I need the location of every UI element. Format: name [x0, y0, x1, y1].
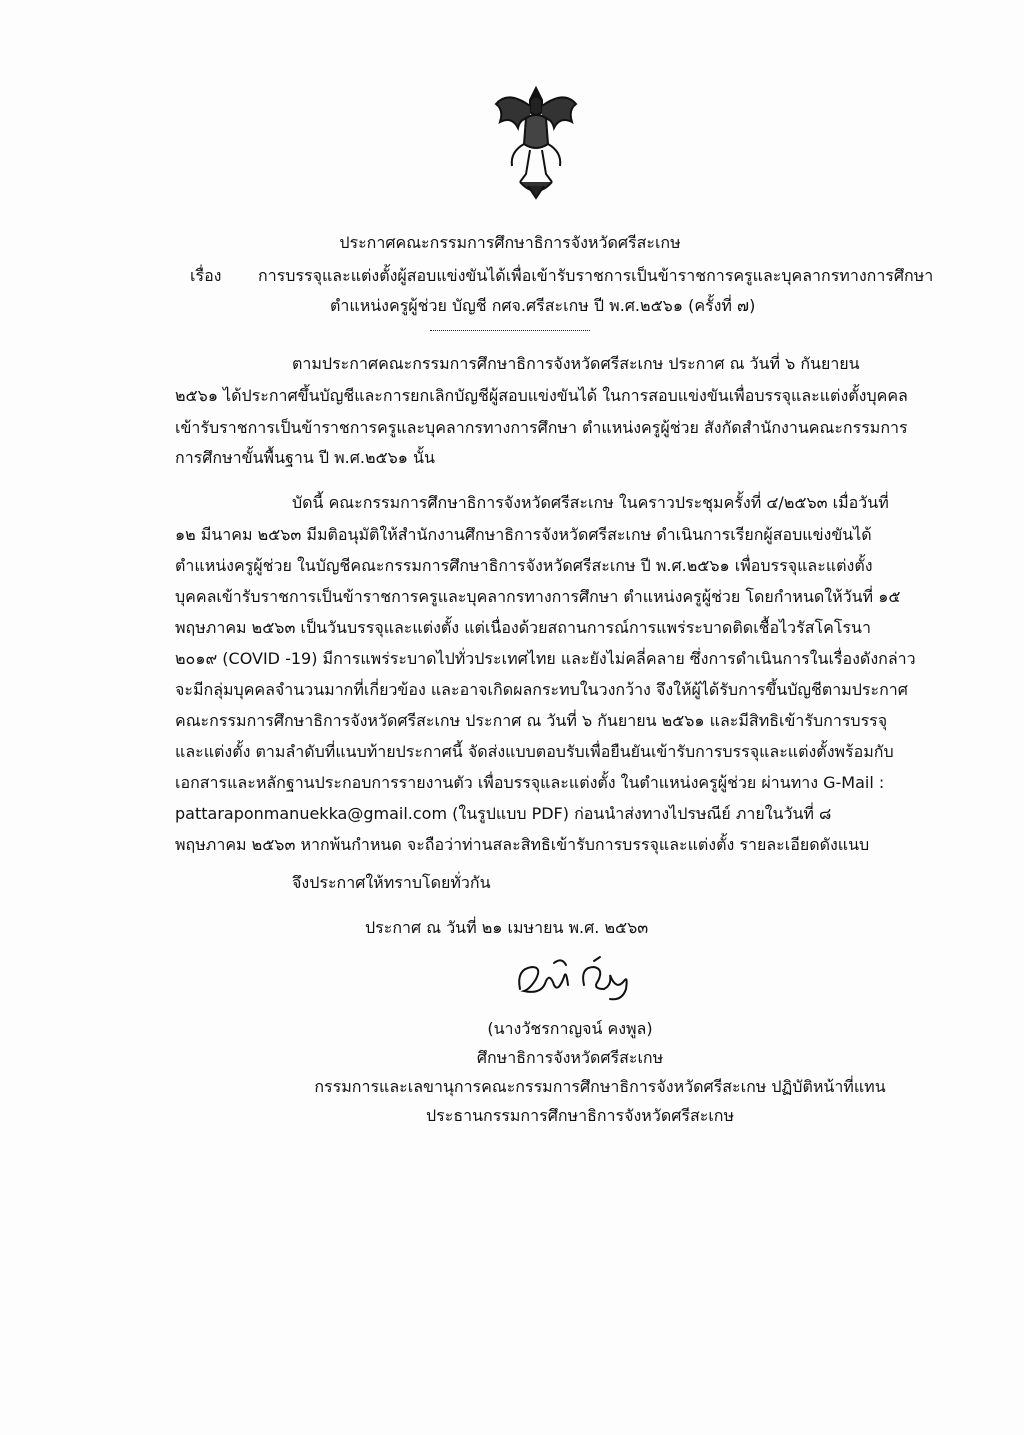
signatory-position: ศึกษาธิการจังหวัดศรีสะเกษ — [476, 1048, 664, 1067]
handwritten-signature — [512, 955, 642, 1003]
garuda-emblem-icon — [490, 82, 582, 202]
subject-line-2: ตำแหน่งครูผู้ช่วย บัญชี กศจ.ศรีสะเกษ ปี พ.ศ.๒๕๖๑ (ครั้งที่ ๗) — [330, 296, 756, 315]
announcement-date: ประกาศ ณ วันที่ ๒๑ เมษายน พ.ศ. ๒๕๖๓ — [365, 918, 649, 937]
paragraph-line: เข้ารับราชการเป็นข้าราชการครูและบุคลากรทางการศึกษา ตำแหน่งครูผู้ช่วย สังกัดสำนักงานคณะกรรมการ — [175, 418, 908, 437]
paragraph-line: ๒๐๑๙ (COVID -19) มีการแพร่ระบาดไปทั่วประเทศไทย และยังไม่คลี่คลาย ซึ่งการดำเนินการในเรื่องดังกล่าว — [175, 649, 916, 668]
subject-line-1: การบรรจุและแต่งตั้งผู้สอบแข่งขันได้เพื่อเข้ารับราชการเป็นข้าราชการครูและบุคลากรทางการศึกษา — [258, 266, 934, 285]
paragraph-line: บุคคลเข้ารับราชการเป็นข้าราชการครูและบุคลากรทางการศึกษา ตำแหน่งครูผู้ช่วย โดยกำหนดให้วันที่ ๑๕ — [175, 587, 901, 606]
paragraph-line: ตามประกาศคณะกรรมการศึกษาธิการจังหวัดศรีสะเกษ ประกาศ ณ วันที่ ๖ กันยายน — [292, 354, 860, 373]
announcement-title: ประกาศคณะกรรมการศึกษาธิการจังหวัดศรีสะเกษ — [339, 233, 681, 252]
signatory-name: (นางวัชรกาญจน์ คงพูล) — [487, 1019, 653, 1038]
email-line: pattaraponmanuekka@gmail.com (ในรูปแบบ PDF) ก่อนนำส่งทางไปรษณีย์ ภายในวันที่ ๘ — [175, 804, 832, 823]
signatory-position: กรรมการและเลขานุการคณะกรรมการศึกษาธิการจังหวัดศรีสะเกษ ปฏิบัติหน้าที่แทน — [314, 1077, 886, 1096]
paragraph-line: พฤษภาคม ๒๕๖๓ เป็นวันบรรจุและแต่งตั้ง แต่เนื่องด้วยสถานการณ์การแพร่ระบาดติดเชื้อไวรัสโคโรนา — [175, 618, 871, 637]
paragraph-line: พฤษภาคม ๒๕๖๓ หากพ้นกำหนด จะถือว่าท่านสละสิทธิเข้ารับการบรรจุและแต่งตั้ง รายละเอียดดังแนบ — [175, 835, 870, 854]
dotted-divider — [430, 330, 590, 331]
signatory-position: ประธานกรรมการศึกษาธิการจังหวัดศรีสะเกษ — [425, 1106, 735, 1125]
paragraph-line: ๒๕๖๑ ได้ประกาศขึ้นบัญชีและการยกเลิกบัญชีผู้สอบแข่งขันได้ ในการสอบแข่งขันเพื่อบรรจุและแต่งตั้งบุคคล — [175, 386, 908, 405]
paragraph-line: และแต่งตั้ง ตามลำดับที่แนบท้ายประกาศนี้ จัดส่งแบบตอบรับเพื่อยืนยันเข้ารับการบรรจุและแต่งตั้งพร้อมกับ — [175, 742, 894, 761]
paragraph-line: คณะกรรมการศึกษาธิการจังหวัดศรีสะเกษ ประกาศ ณ วันที่ ๖ กันยายน ๒๕๖๑ และมีสิทธิเข้ารับการบรรจุ — [175, 711, 888, 730]
paragraph-line: บัดนี้ คณะกรรมการศึกษาธิการจังหวัดศรีสะเกษ ในคราวประชุมครั้งที่ ๔/๒๕๖๓ เมื่อวันที่ — [292, 493, 889, 512]
subject-label: เรื่อง — [190, 266, 222, 285]
closing-statement: จึงประกาศให้ทราบโดยทั่วกัน — [292, 873, 491, 892]
paragraph-line: ๑๒ มีนาคม ๒๕๖๓ มีมติอนุมัติให้สำนักงานศึกษาธิการจังหวัดศรีสะเกษ ดำเนินการเรียกผู้สอบแข่งขันได้ — [175, 525, 872, 544]
paragraph-line: จะมีกลุ่มบุคคลจำนวนมากที่เกี่ยวข้อง และอาจเกิดผลกระทบในวงกว้าง จึงให้ผู้ได้รับการขึ้นบัญชีตามประกาศ — [175, 680, 908, 699]
paragraph-line: เอกสารและหลักฐานประกอบการรายงานตัว เพื่อบรรจุและแต่งตั้ง ในตำแหน่งครูผู้ช่วย ผ่านทาง G-Mail : — [175, 773, 885, 792]
paragraph-line: ตำแหน่งครูผู้ช่วย ในบัญชีคณะกรรมการศึกษาธิการจังหวัดศรีสะเกษ ปี พ.ศ.๒๕๖๑ เพื่อบรรจุและแต่งตั้ง — [175, 556, 873, 575]
paragraph-line: การศึกษาขั้นพื้นฐาน ปี พ.ศ.๒๕๖๑ นั้น — [175, 448, 435, 467]
